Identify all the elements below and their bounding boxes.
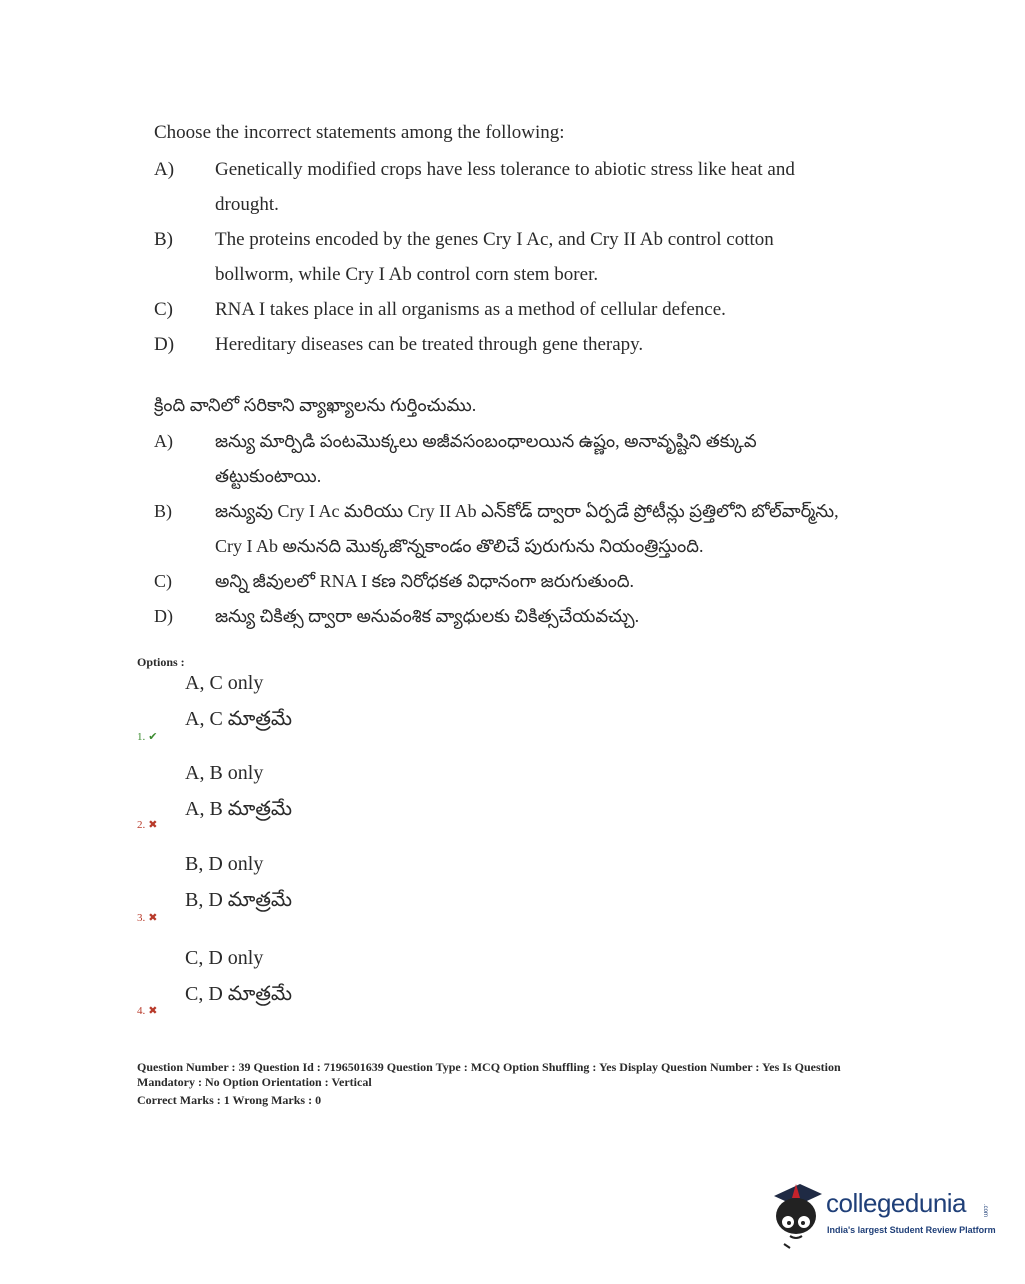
statement-b-telugu: [154, 494, 914, 564]
option-text: A, C only: [185, 672, 264, 694]
statement-a: [154, 152, 914, 222]
options-label: Options :: [137, 655, 185, 669]
statement-c-telugu: [154, 564, 914, 599]
statement-c: [154, 292, 914, 327]
metadata-line: Question Number : 39 Question Id : 7196501639 Question Type : MCQ Option Shuffling : Yes Display Question Number : Yes Is Question: [137, 1060, 841, 1074]
collegedunia-logo[interactable]: [766, 1176, 996, 1256]
question-english: [154, 118, 914, 362]
statement-line: అన్ని జీవులలో RNA I కణ నిరోధకత విధానంగా జరుగుతుంది.: [215, 571, 635, 591]
metadata-line: Correct Marks : 1 Wrong Marks : 0: [137, 1093, 322, 1107]
statement-b: [154, 222, 914, 292]
cross-icon: ✖: [148, 819, 158, 831]
option-text-telugu: A, C మాత్రమే: [185, 708, 293, 730]
logo-tagline: India's largest Student Review Platform: [827, 1225, 996, 1235]
metadata-line: Mandatory : No Option Orientation : Vertical: [137, 1075, 372, 1089]
option-text: C, D only: [185, 947, 264, 969]
statement-a-telugu: [154, 424, 914, 494]
statement-line: జన్యు మార్పిడి పంటమొక్కలు అజీవసంబంధాలయిన ఉష్ణం, అనావృష్టిని తక్కువ: [215, 431, 757, 451]
check-icon: ✔: [148, 731, 158, 743]
statement-label: C): [154, 299, 173, 320]
mascot-icon: [766, 1178, 826, 1250]
statement-line: జన్యువు Cry I Ac మరియు Cry II Ab ఎన్‌కోడ్ ద్వారా ఏర్పడే ప్రోటీన్లు ప్రత్తిలోని బోల్‌వార్మ్‌ను,: [215, 501, 839, 521]
statement-label: A): [154, 431, 173, 451]
question-title: Choose the incorrect statements among the following:: [154, 122, 565, 143]
question-title-telugu: క్రింది వానిలో సరికాని వ్యాఖ్యాలను గుర్తించుము.: [154, 395, 477, 415]
option-text-telugu: A, B మాత్రమే: [185, 798, 293, 820]
statement-label: D): [154, 606, 173, 626]
option-2[interactable]: [137, 762, 537, 842]
statement-line: Cry I Ab అనునది మొక్కజొన్నకాండం తొలిచే పురుగును నియంత్రిస్తుంది.: [215, 536, 704, 556]
cross-icon: ✖: [148, 1005, 158, 1017]
option-4[interactable]: [137, 947, 537, 1027]
statement-label: B): [154, 501, 172, 521]
option-number: 4. ✖: [137, 1005, 158, 1017]
statement-label: A): [154, 159, 175, 180]
statement-line: The proteins encoded by the genes Cry I Ac, and Cry II Ab control cotton: [215, 229, 774, 250]
option-3[interactable]: [137, 853, 537, 933]
option-text: B, D only: [185, 853, 264, 875]
option-text-telugu: C, D మాత్రమే: [185, 983, 293, 1005]
statement-d: [154, 327, 914, 362]
statement-label: D): [154, 334, 175, 355]
cross-icon: ✖: [148, 912, 158, 924]
logo-suffix: .com: [982, 1204, 988, 1218]
statement-label: B): [154, 229, 173, 250]
question-telugu: [154, 390, 914, 634]
question-metadata: [137, 1060, 927, 1108]
statement-line: Hereditary diseases can be treated through gene therapy.: [215, 334, 644, 355]
option-number: 3. ✖: [137, 912, 158, 924]
option-text-telugu: B, D మాత్రమే: [185, 889, 293, 911]
option-number: 1. ✔: [137, 731, 158, 743]
statement-d-telugu: [154, 599, 914, 634]
option-1[interactable]: [137, 672, 537, 752]
statement-line: bollworm, while Cry I Ab control corn stem borer.: [215, 264, 599, 285]
statement-line: Genetically modified crops have less tolerance to abiotic stress like heat and: [215, 159, 795, 180]
statement-line: drought.: [215, 194, 279, 215]
statement-line: జన్యు చికిత్స ద్వారా అనువంశిక వ్యాధులకు చికిత్సచేయవచ్చు.: [215, 606, 640, 626]
option-number: 2. ✖: [137, 819, 158, 831]
statement-line: తట్టుకుంటాయి.: [215, 466, 322, 486]
statement-line: RNA I takes place in all organisms as a method of cellular defence.: [215, 299, 726, 320]
statement-label: C): [154, 571, 172, 591]
logo-wordmark: collegedunia: [826, 1188, 967, 1218]
option-text: A, B only: [185, 762, 264, 784]
